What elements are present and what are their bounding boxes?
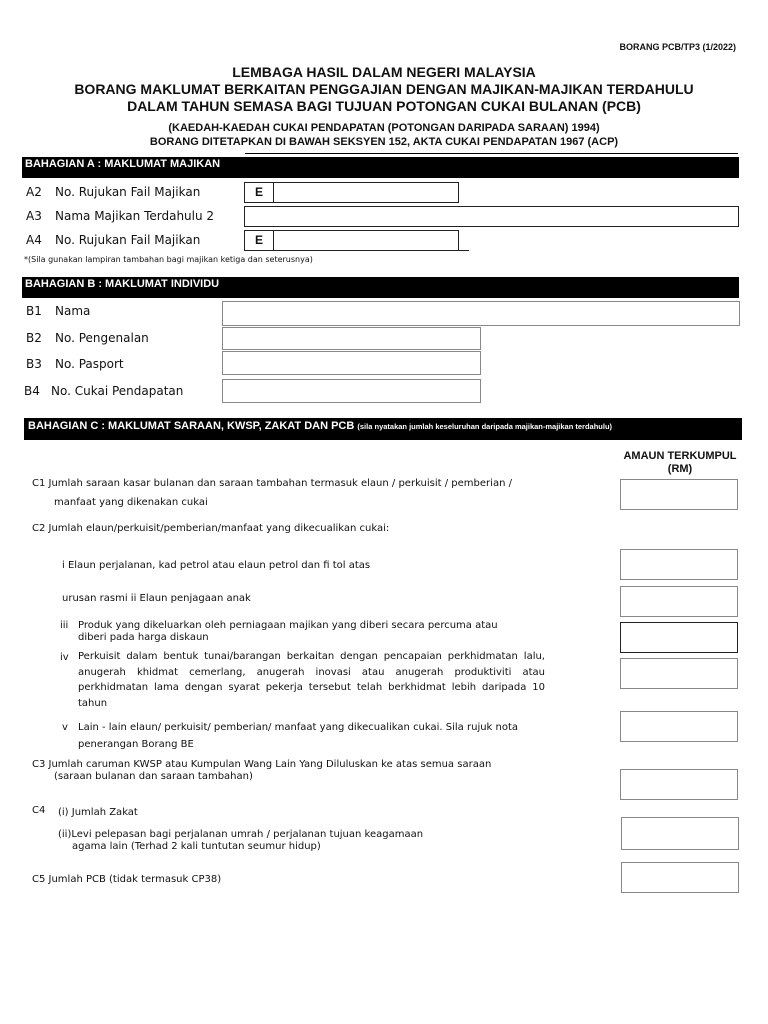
section-b-title: BAHAGIAN B : MAKLUMAT INDIVIDU [25,278,220,290]
c3-label-line2: (saraan bulanan dan saraan tambahan) [54,771,253,782]
a3-label: Nama Majikan Terdahulu 2 [55,209,215,223]
b1-code: B1 [26,304,42,318]
a4-underline [457,250,469,251]
form-title: BORANG MAKLUMAT BERKAITAN PENGGAJIAN DENGAN MAJIKAN-MAJIKAN TERDAHULU [74,81,694,97]
section-a-header [22,157,739,178]
section-a-note: *(Sila gunakan lampiran tambahan bagi majikan ketiga dan seterusnya) [24,255,313,264]
b1-label: Nama [55,304,91,318]
a4-label: No. Rujukan Fail Majikan [55,233,201,247]
c4-code: C4 [32,805,46,816]
c1-amount-field[interactable] [620,479,738,510]
c2-ii-label: urusan rasmi ii Elaun penjagaan anak [62,593,251,604]
form-act-reference: BORANG DITETAPKAN DI BAWAH SEKSYEN 152, AKTA CUKAI PENDAPATAN 1967 (ACP) [149,136,619,148]
c2-v-number: v [62,722,68,733]
c4-i-amount-field[interactable] [621,817,739,850]
b1-field[interactable] [222,301,740,326]
a2-label: No. Rujukan Fail Majikan [55,185,201,199]
form-code: BORANG PCB/TP3 (1/2022) [619,42,736,52]
c2-v-amount-field[interactable] [620,711,738,742]
c2-label: C2 Jumlah elaun/perkuisit/pemberian/manfaat yang dikecualikan cukai: [32,523,390,534]
c2-iii-number: iii [60,620,69,631]
section-a-rule [245,153,738,154]
c1-label-line2: manfaat yang dikenakan cukai [54,497,208,508]
c1-label-line1: C1 Jumlah saraan kasar bulanan dan saraan tambahan termasuk elaun / perkuisit / pemberian / [32,478,512,489]
c5-label: C5 Jumlah PCB (tidak termasuk CP38) [32,874,222,885]
amount-column-header [610,450,750,476]
a4-code: A4 [26,233,42,247]
c2-v-label-line1: Lain - lain elaun/ perkuisit/ pemberian/ manfaat yang dikecualikan cukai. Sila rujuk nota [78,722,519,733]
c5-amount-field[interactable] [621,862,739,893]
c2-v-label-line2: penerangan Borang BE [78,739,194,750]
a2-prefix: E [245,183,274,202]
amount-header-unit: (RM) [667,463,693,475]
b2-label: No. Pengenalan [55,331,149,345]
a4-field[interactable] [244,230,459,251]
a2-code: A2 [26,185,42,199]
c2-iv-label: Perkuisit dalam bentuk tunai/barangan berkaitan dengan pencapaian perkhidmatan lalu, anugerah khidmat cemerlang, anugerah inovasi atau anugerah produktiviti atau perkhidmatan lama dengan syarat pekerja tersebut telah berkhidmat lebih daripada 10 tahun [78,651,545,709]
section-c-title-note: (sila nyatakan jumlah keseluruhan daripada majikan-majikan terdahulu) [357,422,613,431]
b4-field[interactable] [222,379,481,403]
b2-field[interactable] [222,327,481,350]
a4-prefix: E [245,231,274,250]
b3-field[interactable] [222,351,481,375]
section-c-header [24,418,742,440]
section-c-title: BAHAGIAN C : MAKLUMAT SARAAN, KWSP, ZAKAT DAN PCB [28,420,355,432]
a2-field[interactable] [244,182,459,203]
b2-code: B2 [26,331,42,345]
c2-ii-amount-field[interactable] [620,586,738,617]
section-b-header [22,277,739,298]
a3-code: A3 [26,209,42,223]
c2-iv-number: iv [60,652,69,663]
c3-amount-field[interactable] [620,769,738,800]
c2-iv-amount-field[interactable] [620,658,738,689]
amount-header-label: AMAUN TERKUMPUL [623,450,737,462]
c4-ii-label-line2: agama lain (Terhad 2 kali tuntutan seumur hidup) [72,841,321,852]
section-a-title: BAHAGIAN A : MAKLUMAT MAJIKAN [25,158,221,170]
b4-code: B4 [24,384,40,398]
c2-iii-amount-field[interactable] [620,622,738,653]
b3-label: No. Pasport [55,357,124,371]
c3-label-line1: C3 Jumlah caruman KWSP atau Kumpulan Wang Lain Yang Diluluskan ke atas semua saraan [32,759,492,770]
agency-title: LEMBAGA HASIL DALAM NEGERI MALAYSIA [232,64,536,80]
c4-ii-label-line1: (ii)Levi pelepasan bagi perjalanan umrah / perjalanan tujuan keagamaan [58,829,424,840]
c4-i-label: (i) Jumlah Zakat [58,807,138,818]
c2-iii-label-line2: diberi pada harga diskaun [78,632,209,643]
form-regulation: (KAEDAH-KAEDAH CUKAI PENDAPATAN (POTONGAN DARIPADA SARAAN) 1994) [168,122,600,134]
b3-code: B3 [26,357,42,371]
c2-iii-label-line1: Produk yang dikeluarkan oleh perniagaan majikan yang diberi secara percuma atau [78,620,498,631]
c2-i-amount-field[interactable] [620,549,738,580]
b4-label: No. Cukai Pendapatan [51,384,184,398]
c2-i-label: i Elaun perjalanan, kad petrol atau elaun petrol dan fi tol atas [62,560,371,571]
form-subtitle: DALAM TAHUN SEMASA BAGI TUJUAN POTONGAN CUKAI BULANAN (PCB) [127,98,641,114]
a3-field[interactable] [244,206,739,227]
